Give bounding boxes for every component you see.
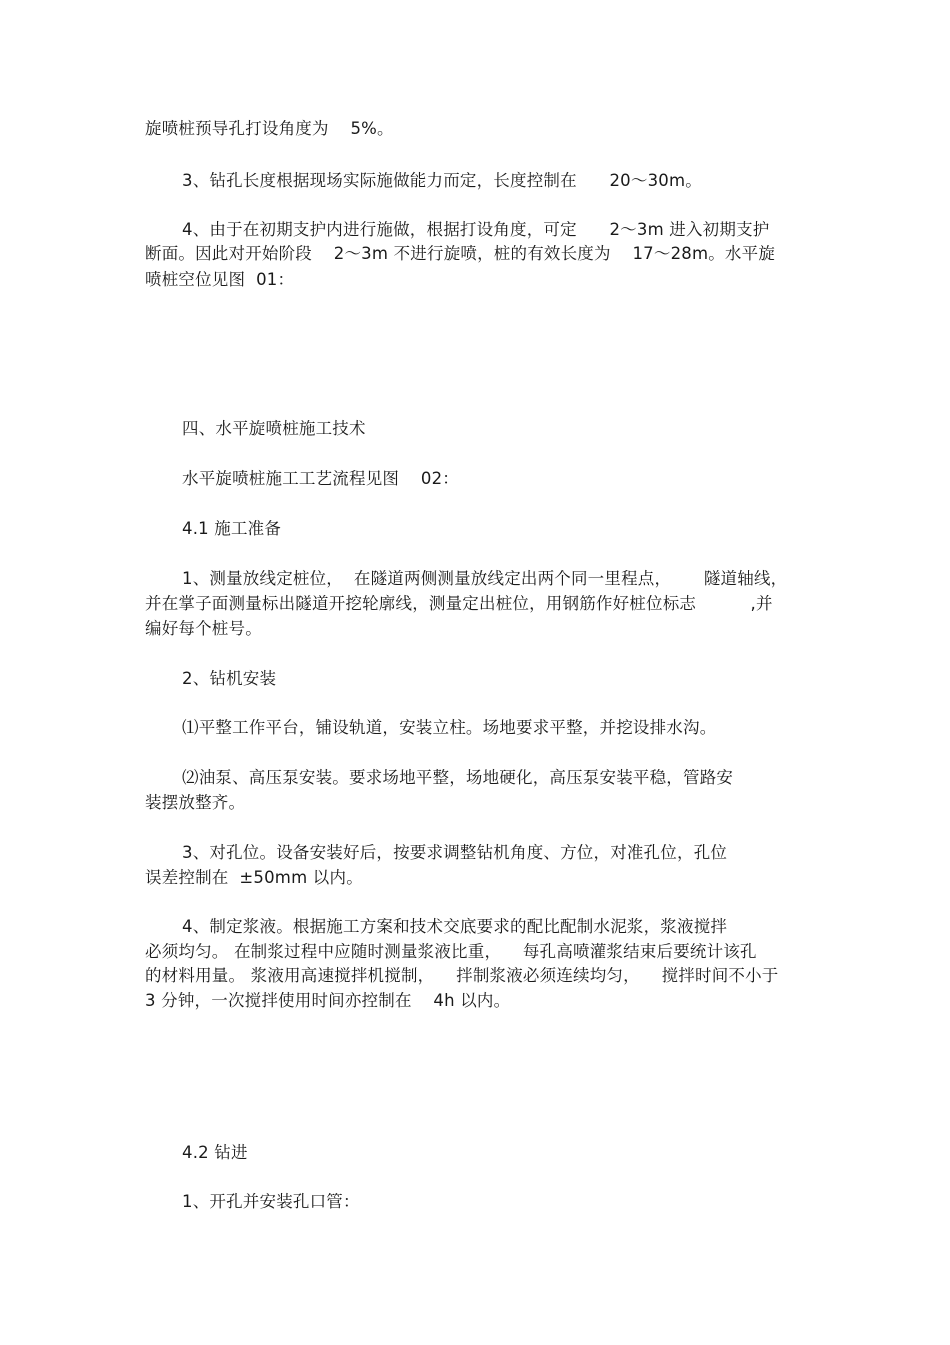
text-line: ⑴平整工作平台，铺设轨道，安装立柱。场地要求平整，并挖设排水沟。 — [182, 718, 717, 737]
text-line: 2、钻机安装 — [182, 669, 277, 688]
text-line: 误差控制在 ±50mm 以内。 — [145, 868, 363, 887]
text-line: 3 分钟，一次搅拌使用时间亦控制在 4h 以内。 — [145, 991, 511, 1010]
text-line: 3、对孔位。设备安装好后，按要求调整钻机角度、方位，对准孔位，孔位 — [182, 843, 728, 862]
text-line: 断面。因此对开始阶段 2～3m 不进行旋喷，桩的有效长度为 17～28m。水平旋 — [145, 244, 776, 263]
subsection-heading: 4.2 钻进 — [182, 1143, 248, 1162]
text-line: 4、制定浆液。根据施工方案和技术交底要求的配比配制水泥浆，浆液搅拌 — [182, 917, 728, 936]
text-line: 3、钻孔长度根据现场实际施做能力而定，长度控制在 20～30m。 — [182, 171, 702, 190]
text-line: 编好每个桩号。 — [145, 619, 262, 638]
text-line: 必须均匀。 在制浆过程中应随时测量浆液比重， 每孔高喷灌浆结束后要统计该孔 — [145, 942, 757, 961]
section-heading: 四、水平旋喷桩施工技术 — [182, 419, 366, 438]
text-line: 1、测量放线定桩位， 在隧道两侧测量放线定出两个同一里程点， 隧道轴线， — [182, 569, 788, 588]
text-line: 装摆放整齐。 — [145, 793, 246, 812]
text-line: 旋喷桩预导孔打设角度为 5%。 — [145, 119, 394, 138]
text-line: 喷桩空位见图 01： — [145, 270, 295, 289]
text-line: 的材料用量。 浆液用高速搅拌机搅制， 拌制浆液必须连续均匀， 搅拌时间不小于 — [145, 966, 779, 985]
text-line: 1、开孔并安装孔口管： — [182, 1192, 360, 1211]
text-line: 并在掌子面测量标出隧道开挖轮廓线，测量定出桩位，用钢筋作好桩位标志 ,并 — [145, 594, 773, 613]
text-line: ⑵油泵、高压泵安装。要求场地平整，场地硬化，高压泵安装平稳，管路安 — [182, 768, 734, 787]
text-line: 4、由于在初期支护内进行施做，根据打设角度，可定 2～3m 进入初期支护 — [182, 220, 770, 239]
subsection-heading: 4.1 施工准备 — [182, 519, 282, 538]
text-line: 水平旋喷桩施工工艺流程见图 02： — [182, 469, 459, 488]
